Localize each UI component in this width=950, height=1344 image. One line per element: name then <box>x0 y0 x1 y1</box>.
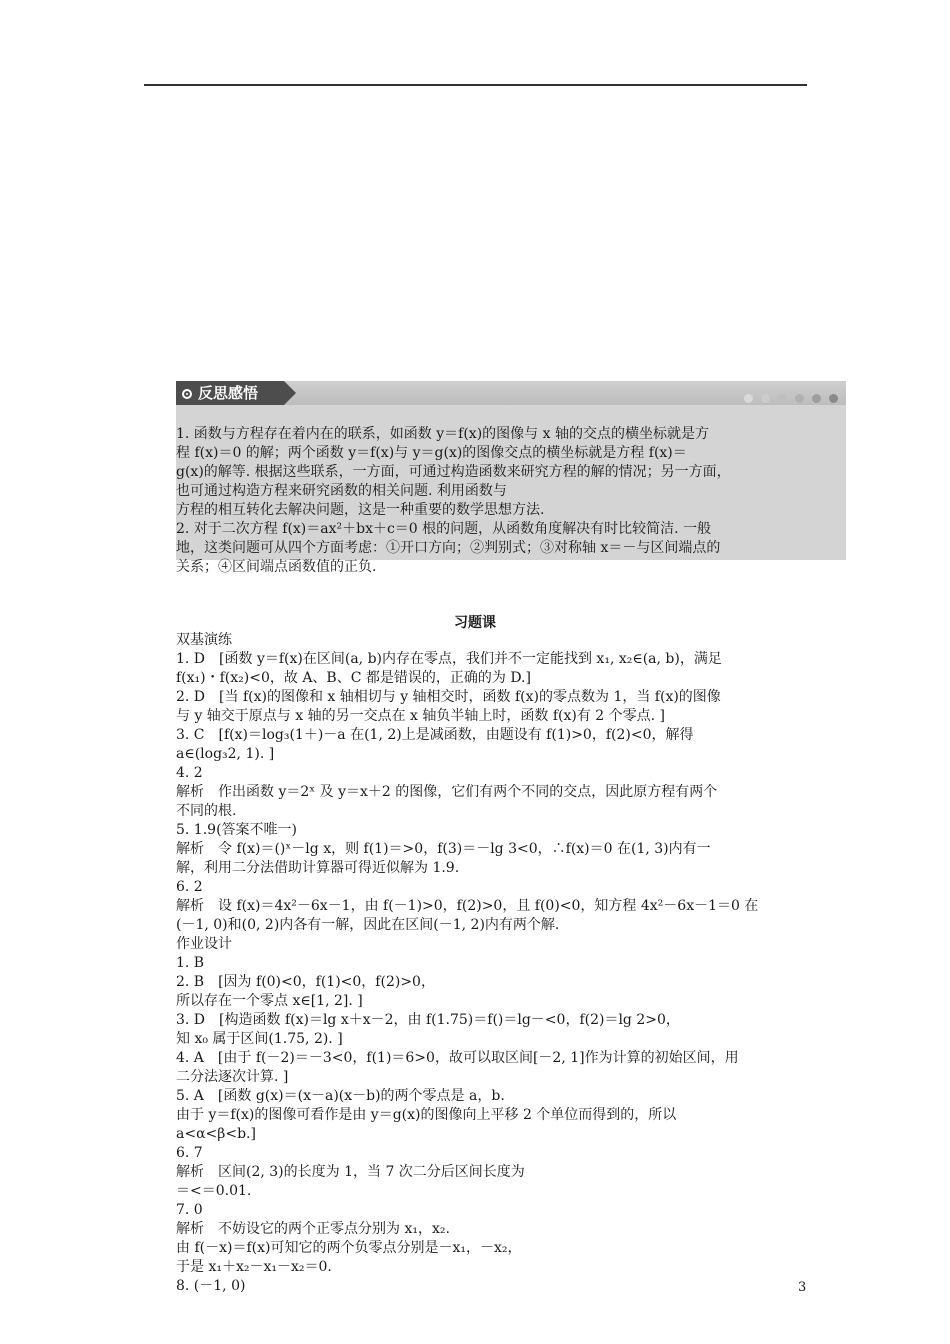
answer-line: 2. B [因为 f(0)<0，f(1)<0，f(2)>0， <box>176 974 435 990</box>
reflection-line: 程 f(x)＝0 的解；两个函数 y＝f(x)与 y＝g(x)的图像交点的横坐标就是方程 f(x)＝ <box>176 445 687 461</box>
answer-line: 6. 7 <box>176 1145 203 1161</box>
section-title: 习题课 <box>454 615 496 631</box>
answer-line: 6. 2 <box>176 879 203 895</box>
top-rule <box>144 84 807 86</box>
dot-icon <box>778 394 787 403</box>
answer-line: 5. 1.9(答案不唯一) <box>176 822 297 838</box>
answer-line: 3. D [构造函数 f(x)＝lg x＋x－2，由 f(1.75)＝f()＝lg－<0，f(2)＝lg 2>0， <box>176 1012 680 1028</box>
answer-line: 解析 作出函数 y＝2ˣ 及 y＝x＋2 的图像，它们有两个不同的交点，因此原方程有两个 <box>176 784 718 800</box>
reflection-line: 方程的相互转化去解决问题，这是一种重要的数学思想方法. <box>176 502 545 518</box>
answer-line: ＝<＝0.01. <box>176 1183 252 1199</box>
circle-bullet-icon <box>182 389 192 399</box>
answer-line: 8. (－1, 0) <box>176 1278 246 1294</box>
answer-line: 知 x₀ 属于区间(1.75, 2). ] <box>176 1031 343 1047</box>
dot-icon <box>829 394 838 403</box>
answer-line: 2. D [当 f(x)的图像和 x 轴相切与 y 轴相交时，函数 f(x)的零点数为 1，当 f(x)的图像 <box>176 689 721 705</box>
answer-line: f(x₁)・f(x₂)<0，故 A、B、C 都是错误的，正确的为 D.] <box>176 670 531 686</box>
answer-line: 5. A [函数 g(x)＝(x－a)(x－b)的两个零点是 a，b. <box>176 1088 505 1104</box>
page-number: 3 <box>798 1280 807 1295</box>
dot-icon <box>744 394 753 403</box>
dot-icon <box>761 394 770 403</box>
answer-line: 解析 设 f(x)＝4x²－6x－1，由 f(－1)>0，f(2)>0，且 f(0)<0，知方程 4x²－6x－1＝0 在 <box>176 898 759 914</box>
answer-line: 解析 不妨设它的两个正零点分别为 x₁，x₂. <box>176 1221 450 1237</box>
answer-line: 1. D [函数 y＝f(x)在区间(a, b)内存在零点，我们并不一定能找到 x₁, x₂∈(a, b)，满足 <box>176 651 722 667</box>
answer-line: 1. B <box>176 955 205 971</box>
answer-line: 7. 0 <box>176 1202 203 1218</box>
answer-line: 由于 y＝f(x)的图像可看作是由 y＝g(x)的图像向上平移 2 个单位而得到的，所以 <box>176 1107 677 1123</box>
answer-line: 二分法逐次计算. ] <box>176 1069 289 1085</box>
reflection-line: 地，这类问题可从四个方面考虑：①开口方向；②判别式；③对称轴 x＝－与区间端点的 <box>176 540 721 556</box>
decorative-dots <box>736 388 838 398</box>
answer-line: 作业设计 <box>176 936 232 952</box>
answer-line: 3. C [f(x)＝log₃(1＋)－a 在(1, 2)上是减函数，由题设有 f(1)>0，f(2)<0，解得 <box>176 727 694 743</box>
reflection-line: 也可通过构造方程来研究函数的相关问题. 利用函数与 <box>176 483 507 499</box>
answer-line: 4. 2 <box>176 765 203 781</box>
answer-line: 不同的根. <box>176 803 237 819</box>
answer-line: 解析 区间(2, 3)的长度为 1，当 7 次二分后区间长度为 <box>176 1164 525 1180</box>
answer-list <box>176 631 812 1296</box>
answer-line: a∈(log₃2, 1). ] <box>176 746 275 762</box>
answer-line: 由 f(－x)＝f(x)可知它的两个负零点分别是－x₁，－x₂， <box>176 1240 522 1256</box>
reflection-line: g(x)的解等. 根据这些联系，一方面，可通过构造函数来研究方程的解的情况；另一方面， <box>176 464 731 480</box>
answer-line: a<α<β<b.] <box>176 1126 256 1142</box>
reflection-line: 2. 对于二次方程 f(x)＝ax²＋bx＋c＝0 根的问题，从函数角度解决有时比较简洁. 一般 <box>176 521 712 537</box>
answer-line: 于是 x₁＋x₂－x₁－x₂＝0. <box>176 1259 332 1275</box>
reflection-line: 1. 函数与方程存在着内在的联系，如函数 y＝f(x)的图像与 x 轴的交点的横坐标就是方 <box>176 426 709 442</box>
answer-line: 解，利用二分法借助计算器可得近似解为 1.9. <box>176 860 460 876</box>
reflection-header-bar <box>176 381 846 405</box>
answer-line: 4. A [由于 f(－2)＝－3<0，f(1)＝6>0，故可以取区间[－2, 1]作为计算的初始区间，用 <box>176 1050 739 1066</box>
reflection-heading: 反思感悟 <box>198 384 259 402</box>
reflection-tab <box>176 381 284 405</box>
answer-line: 双基演练 <box>176 632 232 648</box>
answer-line: 解析 令 f(x)＝()ˣ－lg x，则 f(1)＝>0，f(3)＝－lg 3<0，∴f(x)＝0 在(1, 3)内有一 <box>176 841 711 857</box>
reflection-line: 关系；④区间端点函数值的正负. <box>176 559 377 575</box>
dot-icon <box>795 394 804 403</box>
reflection-text <box>176 425 812 577</box>
answer-line: 与 y 轴交于原点与 x 轴的另一交点在 x 轴负半轴上时，函数 f(x)有 2 个零点. ] <box>176 708 666 724</box>
answer-line: (－1, 0)和(0, 2)内各有一解，因此在区间(－1, 2)内有两个解. <box>176 917 560 933</box>
dot-icon <box>812 394 821 403</box>
answer-line: 所以存在一个零点 x∈[1, 2]. ] <box>176 993 363 1009</box>
